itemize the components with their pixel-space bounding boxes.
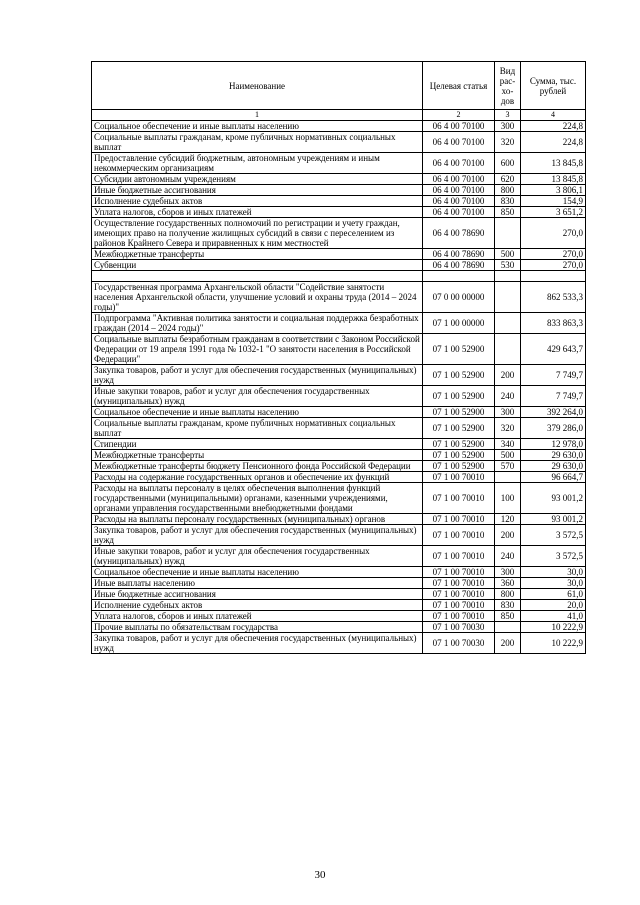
row-name: Социальное обеспечение и иные выплаты населению: [92, 121, 423, 132]
row-name: Иные закупки товаров, работ и услуг для обеспечения государственных (муниципальных) нужд: [92, 386, 423, 407]
row-sum: 93 001,2: [521, 514, 586, 525]
table-row: [92, 121, 586, 132]
row-sum: 270,0: [521, 249, 586, 260]
table-row: [92, 567, 586, 578]
empty-cell: [92, 271, 423, 282]
row-article: 07 1 00 52900: [423, 418, 495, 439]
row-expense-type: [495, 334, 521, 365]
row-sum: 7 749,7: [521, 386, 586, 407]
row-sum: 61,0: [521, 589, 586, 600]
row-expense-type: 340: [495, 439, 521, 450]
header-article: Целевая статья: [423, 62, 495, 110]
row-article: 07 1 00 00000: [423, 313, 495, 334]
table-row: [92, 633, 586, 654]
column-number: 2: [423, 110, 495, 121]
table-row: [92, 185, 586, 196]
row-name: Социальные выплаты безработным гражданам в соответствии с Законом Российской Федерации от 19 апреля 1991 года № 1032-1 "О занятости населения в Российской Федерации": [92, 334, 423, 365]
table-row: [92, 153, 586, 174]
row-sum: 13 845,8: [521, 174, 586, 185]
table-row: [92, 461, 586, 472]
row-sum: 270,0: [521, 218, 586, 249]
row-sum: 379 286,0: [521, 418, 586, 439]
row-article: 07 1 00 70030: [423, 633, 495, 654]
page-number: 30: [314, 869, 326, 881]
row-sum: 833 863,3: [521, 313, 586, 334]
table-row: [92, 365, 586, 386]
table-row: [92, 622, 586, 633]
row-name: Субвенции: [92, 260, 423, 271]
row-expense-type: [495, 282, 521, 313]
row-expense-type: 100: [495, 483, 521, 514]
row-name: Стипендии: [92, 439, 423, 450]
row-expense-type: 850: [495, 611, 521, 622]
row-expense-type: 320: [495, 418, 521, 439]
table-row: [92, 282, 586, 313]
row-article: 06 4 00 70100: [423, 174, 495, 185]
row-sum: 29 630,0: [521, 461, 586, 472]
row-sum: 30,0: [521, 567, 586, 578]
row-sum: 224,8: [521, 121, 586, 132]
row-name: Закупка товаров, работ и услуг для обеспечения государственных (муниципальных) нужд: [92, 525, 423, 546]
column-number: 1: [92, 110, 423, 121]
row-name: Исполнение судебных актов: [92, 600, 423, 611]
column-number: 3: [495, 110, 521, 121]
row-sum: 154,9: [521, 196, 586, 207]
row-sum: 270,0: [521, 260, 586, 271]
row-expense-type: 830: [495, 196, 521, 207]
row-sum: 429 643,7: [521, 334, 586, 365]
row-name: Расходы на содержание государственных органов и обеспечение их функций: [92, 472, 423, 483]
row-article: 07 1 00 70010: [423, 514, 495, 525]
row-name: Закупка товаров, работ и услуг для обеспечения государственных (муниципальных) нужд: [92, 365, 423, 386]
table-row: [92, 407, 586, 418]
row-article: 07 1 00 52900: [423, 461, 495, 472]
row-name: Социальные выплаты гражданам, кроме публичных нормативных социальных выплат: [92, 418, 423, 439]
row-expense-type: 500: [495, 249, 521, 260]
row-expense-type: 570: [495, 461, 521, 472]
row-name: Межбюджетные трансферты: [92, 450, 423, 461]
row-expense-type: 320: [495, 132, 521, 153]
row-expense-type: 200: [495, 365, 521, 386]
row-expense-type: 620: [495, 174, 521, 185]
row-article: 07 1 00 70010: [423, 589, 495, 600]
column-number-row: [92, 110, 586, 121]
row-article: 07 1 00 70010: [423, 600, 495, 611]
row-sum: 41,0: [521, 611, 586, 622]
header-name: Наименование: [92, 62, 423, 110]
table-row: [92, 260, 586, 271]
row-expense-type: 240: [495, 546, 521, 567]
row-article: 07 0 00 00000: [423, 282, 495, 313]
row-expense-type: 300: [495, 567, 521, 578]
row-expense-type: 360: [495, 578, 521, 589]
row-article: 07 1 00 70030: [423, 622, 495, 633]
row-expense-type: 120: [495, 514, 521, 525]
row-article: 07 1 00 52900: [423, 407, 495, 418]
header-expense-type: Вид рас-хо-дов: [495, 62, 521, 110]
row-expense-type: 850: [495, 207, 521, 218]
row-article: 07 1 00 70010: [423, 525, 495, 546]
row-name: Подпрограмма "Активная политика занятости и социальная поддержка безработных граждан (2014 – 2024 годы)": [92, 313, 423, 334]
table-row: [92, 313, 586, 334]
row-name: Расходы на выплаты персоналу в целях обеспечения выполнения функций государственными (муниципальными) органами, казенными учреждениями, органами управления государственными внебюджетными фондами: [92, 483, 423, 514]
row-article: 07 1 00 52900: [423, 334, 495, 365]
row-name: Иные бюджетные ассигнования: [92, 589, 423, 600]
table-header-row: [92, 62, 586, 110]
row-expense-type: [495, 218, 521, 249]
table-row: [92, 483, 586, 514]
row-sum: 3 651,2: [521, 207, 586, 218]
row-name: Прочие выплаты по обязательствам государства: [92, 622, 423, 633]
table-row: [92, 600, 586, 611]
row-name: Иные бюджетные ассигнования: [92, 185, 423, 196]
row-expense-type: 240: [495, 386, 521, 407]
table-row: [92, 611, 586, 622]
row-sum: 12 978,0: [521, 439, 586, 450]
row-expense-type: 500: [495, 450, 521, 461]
row-sum: 30,0: [521, 578, 586, 589]
row-article: 06 4 00 70100: [423, 185, 495, 196]
row-article: 07 1 00 70010: [423, 483, 495, 514]
table-row: [92, 439, 586, 450]
row-sum: 3 806,1: [521, 185, 586, 196]
header-sum: Сумма, тыс. рублей: [521, 62, 586, 110]
table-row: [92, 132, 586, 153]
table-row: [92, 546, 586, 567]
row-sum: 29 630,0: [521, 450, 586, 461]
row-name: Уплата налогов, сборов и иных платежей: [92, 207, 423, 218]
row-expense-type: [495, 472, 521, 483]
row-name: Уплата налогов, сборов и иных платежей: [92, 611, 423, 622]
row-sum: 392 264,0: [521, 407, 586, 418]
row-expense-type: 530: [495, 260, 521, 271]
row-expense-type: [495, 622, 521, 633]
row-name: Межбюджетные трансферты: [92, 249, 423, 260]
row-expense-type: 830: [495, 600, 521, 611]
table-row: [92, 196, 586, 207]
table-row: [92, 174, 586, 185]
table-row: [92, 386, 586, 407]
table-row: [92, 472, 586, 483]
table-row: [92, 589, 586, 600]
row-name: Государственная программа Архангельской области "Содействие занятости населения Архангельской области, улучшение условий и охраны труда (2014 – 2024 годы)": [92, 282, 423, 313]
table-row: [92, 450, 586, 461]
table-body: [92, 121, 586, 654]
table-row: [92, 514, 586, 525]
row-expense-type: 300: [495, 407, 521, 418]
row-article: 06 4 00 70100: [423, 207, 495, 218]
row-expense-type: 800: [495, 589, 521, 600]
spacer-row: [92, 271, 586, 282]
row-sum: 13 845,8: [521, 153, 586, 174]
row-name: Межбюджетные трансферты бюджету Пенсионного фонда Российской Федерации: [92, 461, 423, 472]
row-name: Предоставление субсидий бюджетным, автономным учреждениям и иным некоммерческим организациям: [92, 153, 423, 174]
table-row: [92, 578, 586, 589]
budget-table: [91, 61, 586, 654]
row-article: 07 1 00 70010: [423, 567, 495, 578]
row-article: 06 4 00 70100: [423, 196, 495, 207]
row-sum: 96 664,7: [521, 472, 586, 483]
row-sum: 862 533,3: [521, 282, 586, 313]
row-expense-type: 600: [495, 153, 521, 174]
row-article: 07 1 00 70010: [423, 578, 495, 589]
row-name: Социальное обеспечение и иные выплаты населению: [92, 567, 423, 578]
column-number: 4: [521, 110, 586, 121]
row-article: 07 1 00 52900: [423, 365, 495, 386]
table-row: [92, 334, 586, 365]
row-sum: 10 222,9: [521, 633, 586, 654]
row-article: 07 1 00 70010: [423, 472, 495, 483]
empty-cell: [495, 271, 521, 282]
row-article: 07 1 00 52900: [423, 386, 495, 407]
row-expense-type: 200: [495, 633, 521, 654]
row-article: 06 4 00 78690: [423, 249, 495, 260]
row-name: Расходы на выплаты персоналу государственных (муниципальных) органов: [92, 514, 423, 525]
row-article: 06 4 00 70100: [423, 132, 495, 153]
row-name: Осуществление государственных полномочий по регистрации и учету граждан, имеющих право на получение жилищных субсидий в связи с переселением из районов Крайнего Севера и приравненных к ним местностей: [92, 218, 423, 249]
row-name: Закупка товаров, работ и услуг для обеспечения государственных (муниципальных) нужд: [92, 633, 423, 654]
row-sum: 93 001,2: [521, 483, 586, 514]
row-article: 06 4 00 78690: [423, 260, 495, 271]
row-expense-type: [495, 313, 521, 334]
row-article: 07 1 00 70010: [423, 611, 495, 622]
row-article: 06 4 00 70100: [423, 121, 495, 132]
row-article: 07 1 00 52900: [423, 450, 495, 461]
row-name: Субсидии автономным учреждениям: [92, 174, 423, 185]
table-row: [92, 525, 586, 546]
table-row: [92, 207, 586, 218]
row-sum: 3 572,5: [521, 546, 586, 567]
table-row: [92, 218, 586, 249]
row-name: Исполнение судебных актов: [92, 196, 423, 207]
table-row: [92, 249, 586, 260]
row-article: 06 4 00 70100: [423, 153, 495, 174]
row-name: Иные закупки товаров, работ и услуг для обеспечения государственных (муниципальных) нужд: [92, 546, 423, 567]
row-article: 07 1 00 70010: [423, 546, 495, 567]
row-name: Иные выплаты населению: [92, 578, 423, 589]
row-sum: 7 749,7: [521, 365, 586, 386]
row-name: Социальные выплаты гражданам, кроме публичных нормативных социальных выплат: [92, 132, 423, 153]
row-expense-type: 800: [495, 185, 521, 196]
row-expense-type: 300: [495, 121, 521, 132]
row-sum: 10 222,9: [521, 622, 586, 633]
row-article: 06 4 00 78690: [423, 218, 495, 249]
row-sum: 224,8: [521, 132, 586, 153]
empty-cell: [423, 271, 495, 282]
row-article: 07 1 00 52900: [423, 439, 495, 450]
empty-cell: [521, 271, 586, 282]
table-row: [92, 418, 586, 439]
row-name: Социальное обеспечение и иные выплаты населению: [92, 407, 423, 418]
row-sum: 20,0: [521, 600, 586, 611]
row-sum: 3 572,5: [521, 525, 586, 546]
row-expense-type: 200: [495, 525, 521, 546]
